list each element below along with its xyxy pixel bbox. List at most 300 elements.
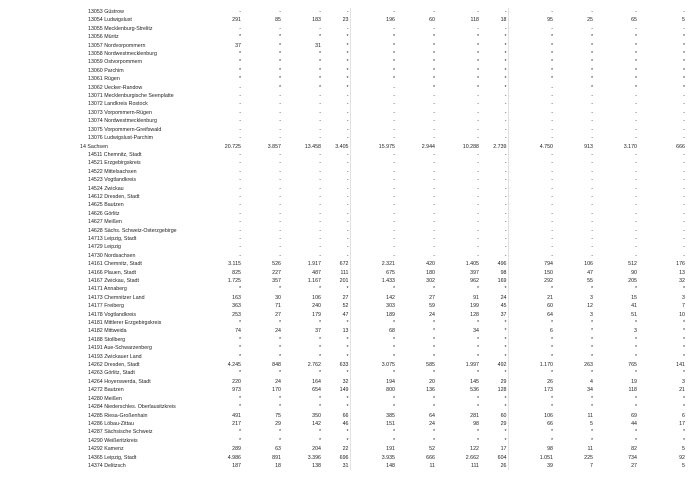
value-cell: * [432, 336, 435, 343]
value-cell: - [279, 252, 281, 259]
value-cell: 350 [312, 412, 321, 419]
value-cell: 183 [312, 17, 321, 24]
value-cell: 64 [547, 311, 553, 318]
table-row [80, 369, 686, 377]
region-name-cell: 14193 Zwickauer Land [88, 353, 142, 360]
value-cell: * [480, 75, 508, 83]
value-cell: - [433, 151, 435, 158]
value-cell: - [477, 135, 479, 142]
value-cell: - [319, 126, 321, 133]
value-cell: 142 [386, 294, 395, 301]
value-cell: - [239, 219, 241, 226]
value-cell: * [590, 345, 593, 352]
region-name-cell: 14284 Niederschles. Oberlausitzkreis [88, 404, 176, 411]
value-cell: * [550, 320, 553, 327]
value-cell: 191 [386, 446, 395, 453]
value-cell: - [551, 185, 553, 192]
value-cell: - [279, 244, 281, 251]
value-cell: * [322, 50, 350, 58]
value-cell: * [590, 34, 593, 41]
value-cell: * [480, 42, 508, 50]
value-cell: - [551, 160, 553, 167]
value-cell: * [682, 370, 685, 377]
value-cell: 19 [631, 378, 637, 385]
value-cell: * [590, 370, 593, 377]
value-cell: - [591, 235, 593, 242]
value-cell: - [591, 185, 593, 192]
value-cell: 7 [682, 303, 685, 310]
value-cell: * [432, 345, 435, 352]
value-cell: * [322, 344, 350, 352]
value-cell: - [393, 177, 395, 184]
value-cell: 1.051 [539, 454, 553, 461]
value-cell: * [682, 42, 685, 49]
value-cell: - [591, 160, 593, 167]
value-cell: * [318, 76, 321, 83]
value-cell: - [239, 227, 241, 234]
value-cell: 37 [315, 328, 321, 335]
value-cell: 227 [272, 269, 281, 276]
value-cell: - [393, 160, 395, 167]
value-cell: - [480, 218, 508, 226]
table-row [80, 420, 686, 428]
value-cell: - [635, 118, 637, 125]
region-name-cell: 13062 Uecker-Randow [88, 84, 143, 91]
value-cell: * [550, 404, 553, 411]
value-cell: 1.725 [227, 278, 241, 284]
value-cell: 17 [480, 445, 508, 453]
value-cell: * [322, 33, 350, 41]
value-cell: * [590, 42, 593, 49]
value-cell: * [278, 42, 281, 49]
value-cell: 196 [386, 17, 395, 24]
region-name-cell: 14280 Meißen [88, 395, 122, 402]
region-name-cell: 14287 Sächsische Schweiz [88, 429, 153, 436]
value-cell: 891 [272, 454, 281, 461]
region-name-cell: 14374 Delitzsch [88, 462, 126, 469]
value-cell: - [393, 135, 395, 142]
value-cell: * [322, 75, 350, 83]
value-cell: * [432, 328, 435, 335]
value-cell: - [239, 177, 241, 184]
value-cell: 5 [682, 446, 685, 453]
value-cell: - [480, 252, 508, 260]
value-cell: * [238, 59, 241, 66]
value-cell: 604 [480, 454, 508, 462]
value-cell: * [476, 353, 479, 360]
value-cell: * [634, 370, 637, 377]
value-cell: 149 [322, 386, 350, 394]
value-cell: 60 [429, 17, 435, 24]
table-row [80, 336, 686, 344]
value-cell: - [322, 25, 350, 33]
value-cell: - [433, 185, 435, 192]
value-cell: * [476, 404, 479, 411]
value-cell: 4.986 [227, 454, 241, 461]
value-cell: - [480, 185, 508, 193]
value-cell: * [238, 395, 241, 402]
value-cell: * [392, 59, 395, 66]
value-cell: - [322, 92, 350, 100]
value-cell: * [432, 59, 435, 66]
value-cell: 217 [232, 420, 241, 427]
value-cell: - [239, 118, 241, 125]
value-cell: * [550, 67, 553, 74]
value-cell: - [635, 177, 637, 184]
value-cell: * [432, 84, 435, 91]
table-row [80, 353, 686, 361]
value-cell: * [392, 429, 395, 436]
value-cell: - [635, 244, 637, 251]
value-cell: - [591, 168, 593, 175]
value-cell: - [551, 177, 553, 184]
value-cell: * [322, 395, 350, 403]
region-name-cell: 14177 Freiberg [88, 303, 124, 310]
value-cell: 179 [312, 311, 321, 318]
value-cell: - [635, 25, 637, 32]
value-cell: - [239, 135, 241, 142]
value-cell: 169 [480, 277, 508, 285]
value-cell: - [393, 9, 395, 15]
value-cell: 32 [679, 278, 685, 284]
table-row [80, 269, 686, 277]
value-cell: 199 [470, 303, 479, 310]
value-cell: - [591, 109, 593, 116]
value-cell: - [683, 126, 685, 133]
value-cell: * [634, 59, 637, 66]
region-name-cell: 13055 Mecklenburg-Strelitz [88, 25, 153, 32]
value-cell: - [319, 25, 321, 32]
value-cell: * [590, 59, 593, 66]
value-cell: - [635, 9, 637, 15]
value-cell: - [319, 109, 321, 116]
region-name-cell: 14167 Zwickau, Stadt [88, 278, 139, 284]
value-cell: 848 [272, 362, 281, 369]
value-cell: 27 [429, 294, 435, 301]
value-cell: * [476, 336, 479, 343]
value-cell: - [683, 235, 685, 242]
value-cell: - [477, 210, 479, 217]
value-cell: * [322, 428, 350, 436]
value-cell: - [279, 177, 281, 184]
value-cell: - [480, 126, 508, 134]
value-cell: 148 [386, 462, 395, 469]
value-cell: - [635, 160, 637, 167]
value-cell: 240 [312, 303, 321, 310]
region-name-cell: 13054 Ludwigslust [88, 17, 132, 24]
value-cell: * [278, 353, 281, 360]
value-cell: - [635, 101, 637, 108]
value-cell: - [322, 201, 350, 209]
table-row [80, 100, 686, 108]
value-cell: 92 [679, 454, 685, 461]
value-cell: 487 [312, 269, 321, 276]
value-cell: * [634, 429, 637, 436]
value-cell: - [393, 185, 395, 192]
value-cell: 15 [631, 294, 637, 301]
value-cell: - [683, 252, 685, 259]
value-cell: - [683, 210, 685, 217]
value-cell: 142 [312, 420, 321, 427]
value-cell: 98 [473, 420, 479, 427]
value-cell: - [319, 235, 321, 242]
value-cell: - [477, 93, 479, 100]
value-cell: * [318, 286, 321, 293]
value-cell: 90 [631, 269, 637, 276]
value-cell: - [279, 168, 281, 175]
value-cell: * [318, 429, 321, 436]
value-cell: * [634, 353, 637, 360]
value-cell: * [238, 286, 241, 293]
value-cell: * [392, 286, 395, 293]
value-cell: 800 [386, 387, 395, 394]
value-cell: - [239, 185, 241, 192]
value-cell: * [590, 320, 593, 327]
table-row [80, 201, 686, 209]
value-cell: - [279, 135, 281, 142]
value-cell: * [590, 328, 593, 335]
region-name-cell: 14272 Bautzen [88, 387, 124, 394]
table-row [80, 134, 686, 142]
value-cell: - [393, 109, 395, 116]
value-cell: - [322, 210, 350, 218]
region-name-cell: 14262 Dresden, Stadt [88, 362, 140, 369]
value-cell: - [477, 168, 479, 175]
value-cell: - [239, 193, 241, 200]
value-cell: * [590, 429, 593, 436]
value-cell: - [477, 185, 479, 192]
value-cell: * [278, 51, 281, 58]
value-cell: - [319, 135, 321, 142]
value-cell: 138 [312, 462, 321, 469]
value-cell: - [279, 126, 281, 133]
value-cell: 47 [587, 269, 593, 276]
value-cell: - [591, 118, 593, 125]
region-name-cell: 14286 Löbau-Zittau [88, 420, 134, 427]
value-cell: - [477, 252, 479, 259]
region-name-cell: 13072 Landkreis Rostock [88, 101, 148, 108]
value-cell: 21 [679, 387, 685, 394]
value-cell: 20.725 [224, 143, 241, 150]
table-row [80, 437, 686, 445]
value-cell: 420 [426, 261, 435, 268]
value-cell: - [683, 25, 685, 32]
value-cell: - [551, 25, 553, 32]
value-cell: 3.857 [267, 143, 281, 150]
value-cell: 303 [386, 303, 395, 310]
value-cell: - [591, 227, 593, 234]
table-row [80, 42, 686, 50]
region-name-cell: 14188 Stollberg [88, 336, 126, 343]
table-row [80, 193, 686, 201]
table-row [80, 126, 686, 134]
value-cell: * [590, 395, 593, 402]
value-cell: * [476, 59, 479, 66]
value-cell: * [682, 34, 685, 41]
value-cell: 39 [547, 462, 553, 469]
value-cell: * [550, 59, 553, 66]
value-cell: 6 [550, 328, 553, 335]
value-cell: - [393, 126, 395, 133]
value-cell: 973 [232, 387, 241, 394]
value-cell: * [682, 437, 685, 444]
region-name-cell: 13073 Vorpommern-Rügen [88, 109, 152, 116]
value-cell: * [322, 42, 350, 50]
value-cell: * [392, 67, 395, 74]
value-cell: 85 [275, 17, 281, 24]
value-cell: * [476, 84, 479, 91]
value-cell: 3.405 [322, 143, 350, 151]
value-cell: * [238, 336, 241, 343]
value-cell: - [322, 8, 350, 16]
value-cell: - [551, 244, 553, 251]
value-cell: - [322, 168, 350, 176]
value-cell: * [480, 67, 508, 75]
value-cell: 302 [426, 278, 435, 284]
region-name-cell: 14263 Görlitz, Stadt [88, 370, 135, 377]
value-cell: * [682, 429, 685, 436]
value-cell: 65 [631, 17, 637, 24]
value-cell: - [393, 193, 395, 200]
value-cell: - [239, 151, 241, 158]
value-cell: 60 [480, 412, 508, 420]
value-cell: - [239, 168, 241, 175]
value-cell: - [551, 9, 553, 15]
table-row [80, 386, 686, 394]
value-cell: * [480, 58, 508, 66]
value-cell: 201 [322, 277, 350, 285]
value-cell: * [682, 336, 685, 343]
value-cell: - [635, 227, 637, 234]
value-cell: - [683, 160, 685, 167]
value-cell: 3.075 [381, 362, 395, 369]
value-cell: 536 [470, 387, 479, 394]
value-cell: * [238, 404, 241, 411]
value-cell: - [239, 252, 241, 259]
value-cell: - [477, 177, 479, 184]
region-name-cell: 13053 Güstrow [88, 9, 124, 15]
value-cell: - [683, 109, 685, 116]
value-cell: 29 [480, 420, 508, 428]
table-row [80, 403, 686, 411]
table-row [80, 75, 686, 83]
value-cell: - [279, 219, 281, 226]
value-cell: * [634, 34, 637, 41]
value-cell: 136 [426, 387, 435, 394]
value-cell: * [278, 84, 281, 91]
value-cell: - [322, 134, 350, 142]
value-cell: - [433, 235, 435, 242]
value-cell: - [319, 227, 321, 234]
value-cell: * [318, 34, 321, 41]
region-name-cell: 13061 Rügen [88, 76, 120, 83]
value-cell: 496 [480, 260, 508, 268]
value-cell: - [393, 25, 395, 32]
value-cell: * [432, 286, 435, 293]
value-cell: * [238, 67, 241, 74]
value-cell: - [480, 227, 508, 235]
value-cell: * [432, 370, 435, 377]
value-cell: - [393, 84, 395, 91]
region-name-cell: 14365 Leipzig, Stadt [88, 454, 137, 461]
value-cell: * [392, 76, 395, 83]
value-cell: * [682, 51, 685, 58]
value-cell: * [432, 395, 435, 402]
value-cell: 66 [322, 412, 350, 420]
value-cell: 32 [322, 378, 350, 386]
value-cell: - [393, 244, 395, 251]
value-cell: - [433, 109, 435, 116]
value-cell: 98 [547, 446, 553, 453]
value-cell: * [480, 33, 508, 41]
value-cell: * [322, 353, 350, 361]
region-name-cell: 13056 Müritz [88, 34, 119, 41]
value-cell: 187 [232, 462, 241, 469]
value-cell: * [432, 353, 435, 360]
value-cell: - [393, 252, 395, 259]
value-cell: * [476, 395, 479, 402]
value-cell: * [682, 395, 685, 402]
value-cell: * [590, 336, 593, 343]
value-cell: * [480, 353, 508, 361]
value-cell: * [476, 286, 479, 293]
value-cell: * [476, 370, 479, 377]
value-cell: * [634, 345, 637, 352]
table-row [80, 445, 686, 453]
value-cell: - [477, 109, 479, 116]
region-name-cell: 13057 Nordvorpommern [88, 42, 146, 49]
value-cell: 118 [628, 387, 637, 394]
value-cell: 13.458 [304, 143, 321, 150]
value-cell: * [432, 51, 435, 58]
value-cell: - [433, 193, 435, 200]
value-cell: - [279, 227, 281, 234]
value-cell: - [551, 118, 553, 125]
value-cell: 2.762 [307, 362, 321, 369]
value-cell: - [477, 151, 479, 158]
value-cell: - [635, 252, 637, 259]
value-cell: 91 [473, 294, 479, 301]
value-cell: - [591, 135, 593, 142]
value-cell: - [319, 101, 321, 108]
value-cell: * [322, 336, 350, 344]
table-row [80, 285, 686, 293]
value-cell: - [477, 202, 479, 209]
value-cell: * [322, 84, 350, 92]
value-cell: * [682, 84, 685, 91]
value-cell: 3 [682, 378, 685, 385]
value-cell: 24 [480, 294, 508, 302]
value-cell: - [683, 227, 685, 234]
value-cell: * [432, 67, 435, 74]
value-cell: 913 [584, 143, 593, 150]
value-cell: 292 [544, 278, 553, 284]
value-cell: - [239, 25, 241, 32]
value-cell: 675 [386, 269, 395, 276]
table-row [80, 454, 686, 462]
value-cell: - [319, 193, 321, 200]
region-name-cell: 14625 Bautzen [88, 202, 124, 209]
value-cell: - [319, 210, 321, 217]
value-cell: * [634, 395, 637, 402]
value-cell: 491 [232, 412, 241, 419]
value-cell: - [433, 177, 435, 184]
value-cell: - [393, 227, 395, 234]
value-cell: - [635, 151, 637, 158]
value-cell: - [477, 126, 479, 133]
value-cell: - [433, 101, 435, 108]
value-cell: - [480, 100, 508, 108]
